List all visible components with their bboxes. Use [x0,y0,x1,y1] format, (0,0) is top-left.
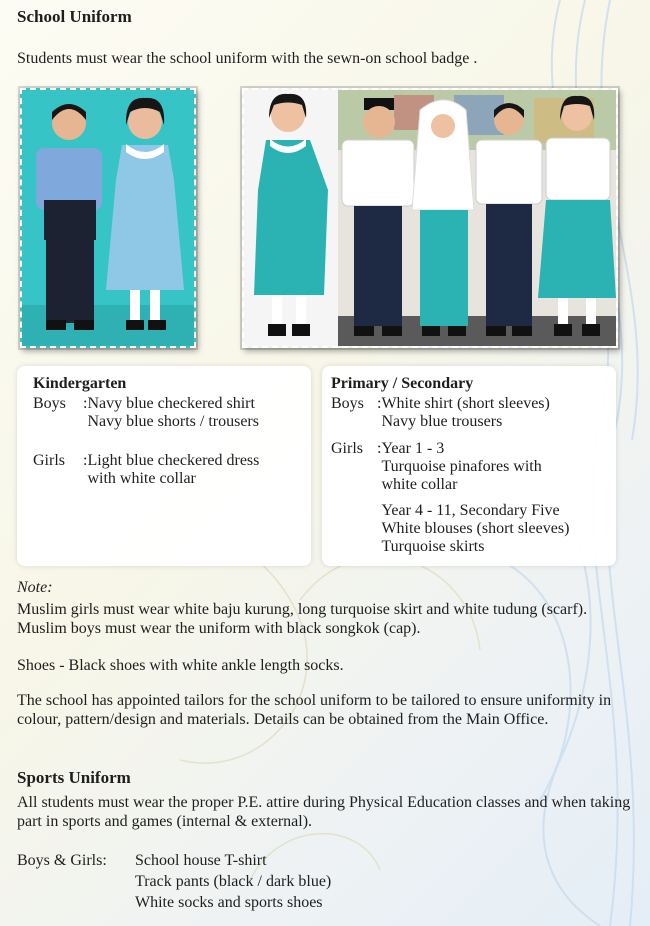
kindergarten-panel [17,366,311,566]
kindergarten-children-illustration [22,90,194,346]
kindergarten-photo [20,88,196,348]
kinder-boys-line: Navy blue checkered shirt [87,395,255,412]
kinder-girls-label: Girls [33,452,65,469]
kinder-girls-line: with white collar [87,470,196,487]
primary-girls [331,440,569,556]
primary-girls-line: Year 4 - 11, Secondary Five [381,502,560,519]
kinder-boys-line: Navy blue shorts / trousers [87,413,259,430]
school-uniform-heading: School Uniform [17,7,132,26]
sports-items [17,850,331,913]
primary-secondary-title: Primary / Secondary [331,375,474,392]
sports-label: Boys & Girls: [17,852,107,869]
sports-item: White socks and sports shoes [135,894,323,911]
primary-secondary-panel [322,366,616,566]
kindergarten-girls [33,452,259,488]
colon: : [83,395,88,412]
primary-girls-line: Turquoise skirts [381,538,485,555]
sports-uniform-heading: Sports Uniform [17,768,131,787]
sports-uniform-text: All students must wear the proper P.E. attire during Physical Education classes and when taking part in sports and games (internal & external). [17,794,631,830]
primary-girls-line: white collar [381,476,458,493]
primary-girls-line: Year 1 - 3 [381,440,445,457]
primary-secondary-photo [242,88,618,348]
note-tailor-text: The school has appointed tailors for the school uniform to be tailored to ensure uniformity in colour, pattern/design and materials. Details can be obtained from the Main Office. [17,692,612,728]
primary-secondary-children-illustration [244,90,616,346]
primary-boys [331,395,550,431]
note-label: Note: [17,579,53,596]
sports-item: School house T-shirt [135,852,267,869]
primary-boys-label: Boys [331,395,364,412]
kinder-girls-line: Light blue checkered dress [87,452,260,469]
primary-boys-line: White shirt (short sleeves) [381,395,550,412]
colon: : [83,452,88,469]
note-shoes-text: Shoes - Black shoes with white ankle length socks. [17,657,344,674]
kindergarten-boys [33,395,259,431]
colon: : [377,395,382,412]
primary-boys-line: Navy blue trousers [381,413,503,430]
note-muslim-text: Muslim girls must wear white baju kurung, long turquoise skirt and white tudung (scarf). Muslim boys must wear the uniform with black songkok (cap). [17,601,588,637]
primary-girls-label: Girls [331,440,363,457]
kinder-boys-label: Boys [33,395,66,412]
sports-item: Track pants (black / dark blue) [135,873,332,890]
primary-girls-line: Turquoise pinafores with [381,458,542,475]
primary-girls-line: White blouses (short sleeves) [381,520,570,537]
intro-text: Students must wear the school uniform with the sewn-on school badge . [17,50,478,67]
colon: : [377,440,382,457]
kindergarten-title: Kindergarten [33,375,127,392]
